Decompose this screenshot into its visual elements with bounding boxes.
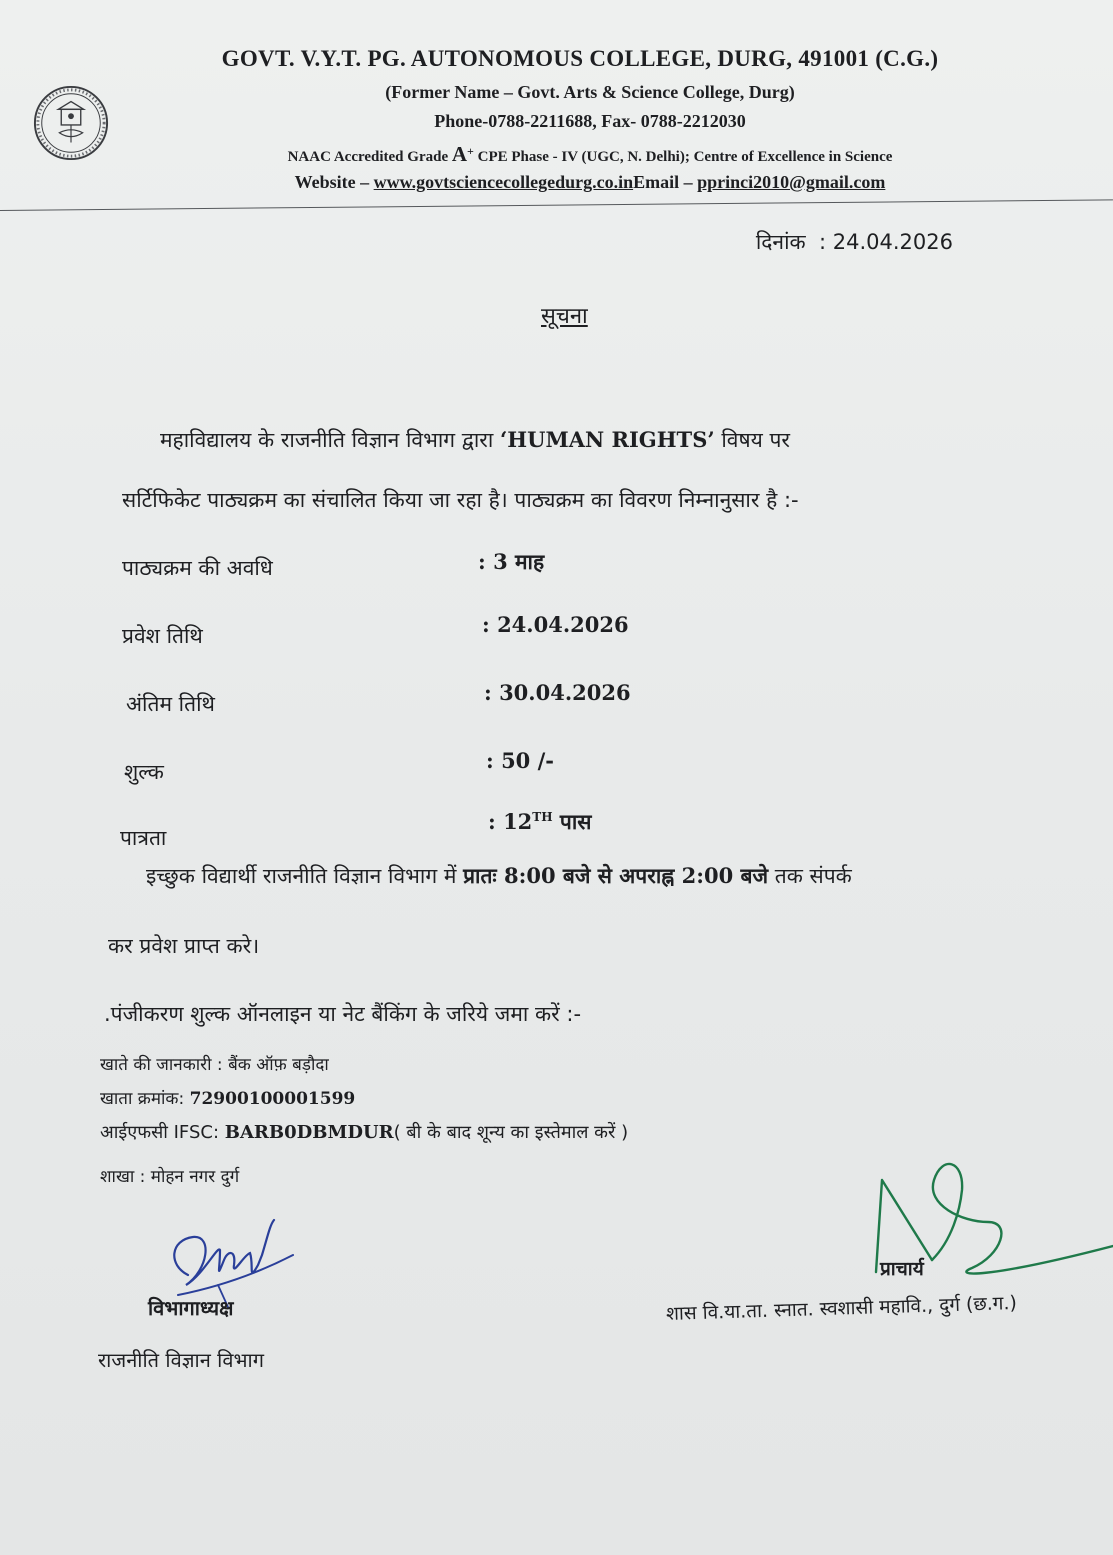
detail-label-fee: शुल्क xyxy=(124,760,164,784)
principal-title: प्राचार्य xyxy=(880,1258,924,1280)
notice-title: सूचना xyxy=(541,304,588,329)
principal-college: शास वि.या.ता. स्नात. स्वशासी महावि., दुर्ग (छ.ग.) xyxy=(665,1291,1018,1325)
detail-value-fee: : 50 /- xyxy=(486,748,554,773)
email-link[interactable]: pprinci2010@gmail.com xyxy=(697,172,886,192)
account-number-line xyxy=(100,1086,355,1109)
eligibility-sup: TH xyxy=(532,810,553,824)
former-name: (Former Name – Govt. Arts & Science College, Durg) xyxy=(385,82,795,102)
phone-fax: Phone-0788-2211688, Fax- 0788-2212030 xyxy=(434,111,746,131)
ifsc-line xyxy=(100,1120,628,1144)
intro-line-1 xyxy=(160,426,790,454)
college-name: GOVT. V.Y.T. PG. AUTONOMOUS COLLEGE, DURG, 491001 (C.G.) xyxy=(221,46,939,71)
grade-sup: + xyxy=(467,144,474,158)
contact-line-1 xyxy=(146,862,852,890)
eligibility-suffix: पास xyxy=(552,809,592,834)
date-label: दिनांक xyxy=(755,230,806,254)
email-label: Email – xyxy=(633,172,698,192)
website-label: Website – xyxy=(294,172,374,192)
grade: A xyxy=(451,142,468,166)
intro-line-2: सर्टिफिकेट पाठ्यक्रम का संचालित किया जा रहा है। पाठ्यक्रम का विवरण निम्नानुसार है :- xyxy=(122,488,799,512)
hod-department: राजनीति विज्ञान विभाग xyxy=(98,1348,264,1372)
contact-part-1: इच्छुक विद्यार्थी राजनीति विज्ञान विभाग में xyxy=(146,864,464,888)
detail-label-eligibility: पात्रता xyxy=(120,826,167,850)
ifsc-code: BARB0DBMDUR xyxy=(224,1122,394,1143)
date-value: : 24.04.2026 xyxy=(819,230,953,254)
bank-info: खाते की जानकारी : बैंक ऑफ़ बड़ौदा xyxy=(100,1055,329,1075)
website-link[interactable]: www.govtsciencecollegedurg.co.in xyxy=(373,172,634,192)
contact-line-2: कर प्रवेश प्राप्त करे। xyxy=(108,934,260,958)
accreditation-line xyxy=(90,142,1090,167)
intro-subject: ‘HUMAN RIGHTS’ xyxy=(500,427,715,452)
accreditation-suffix: CPE Phase - IV (UGC, N. Delhi); Centre of Excellence in Science xyxy=(473,149,893,165)
contact-time: प्रातः 8:00 बजे से अपराह्न 2:00 बजे xyxy=(463,863,769,888)
detail-value-duration: : 3 माह xyxy=(478,549,545,574)
branch-info: शाखा : मोहन नगर दुर्ग xyxy=(100,1167,240,1187)
detail-value-last-date: : 30.04.2026 xyxy=(484,680,631,705)
ifsc-note: ( बी के बाद शून्य का इस्तेमाल करें ) xyxy=(393,1122,629,1143)
intro-part-2: विषय पर xyxy=(714,428,790,452)
hod-title: विभागाध्यक्ष xyxy=(148,1296,234,1320)
eligibility-prefix: : 12 xyxy=(488,809,533,834)
payment-intro: .पंजीकरण शुल्क ऑनलाइन या नेट बैंकिंग के जरिये जमा करें :- xyxy=(104,1002,582,1026)
ifsc-label: आईएफसी IFSC: xyxy=(100,1122,225,1143)
header-divider xyxy=(0,199,1113,211)
detail-label-admission-date: प्रवेश तिथि xyxy=(122,624,203,648)
detail-value-admission-date: : 24.04.2026 xyxy=(482,612,629,637)
notice-date xyxy=(756,228,953,256)
intro-part-1: महाविद्यालय के राजनीति विज्ञान विभाग द्वारा xyxy=(160,428,500,452)
account-label: खाता क्रमांक: xyxy=(100,1089,190,1109)
accreditation-prefix: NAAC Accredited Grade xyxy=(287,149,452,165)
detail-label-duration: पाठ्यक्रम की अवधि xyxy=(122,556,273,580)
detail-label-last-date: अंतिम तिथि xyxy=(126,692,215,716)
detail-value-eligibility xyxy=(488,808,591,836)
account-number: 72900100001599 xyxy=(189,1089,356,1109)
website-email-line xyxy=(90,172,1090,193)
contact-part-2: तक संपर्क xyxy=(768,864,852,888)
